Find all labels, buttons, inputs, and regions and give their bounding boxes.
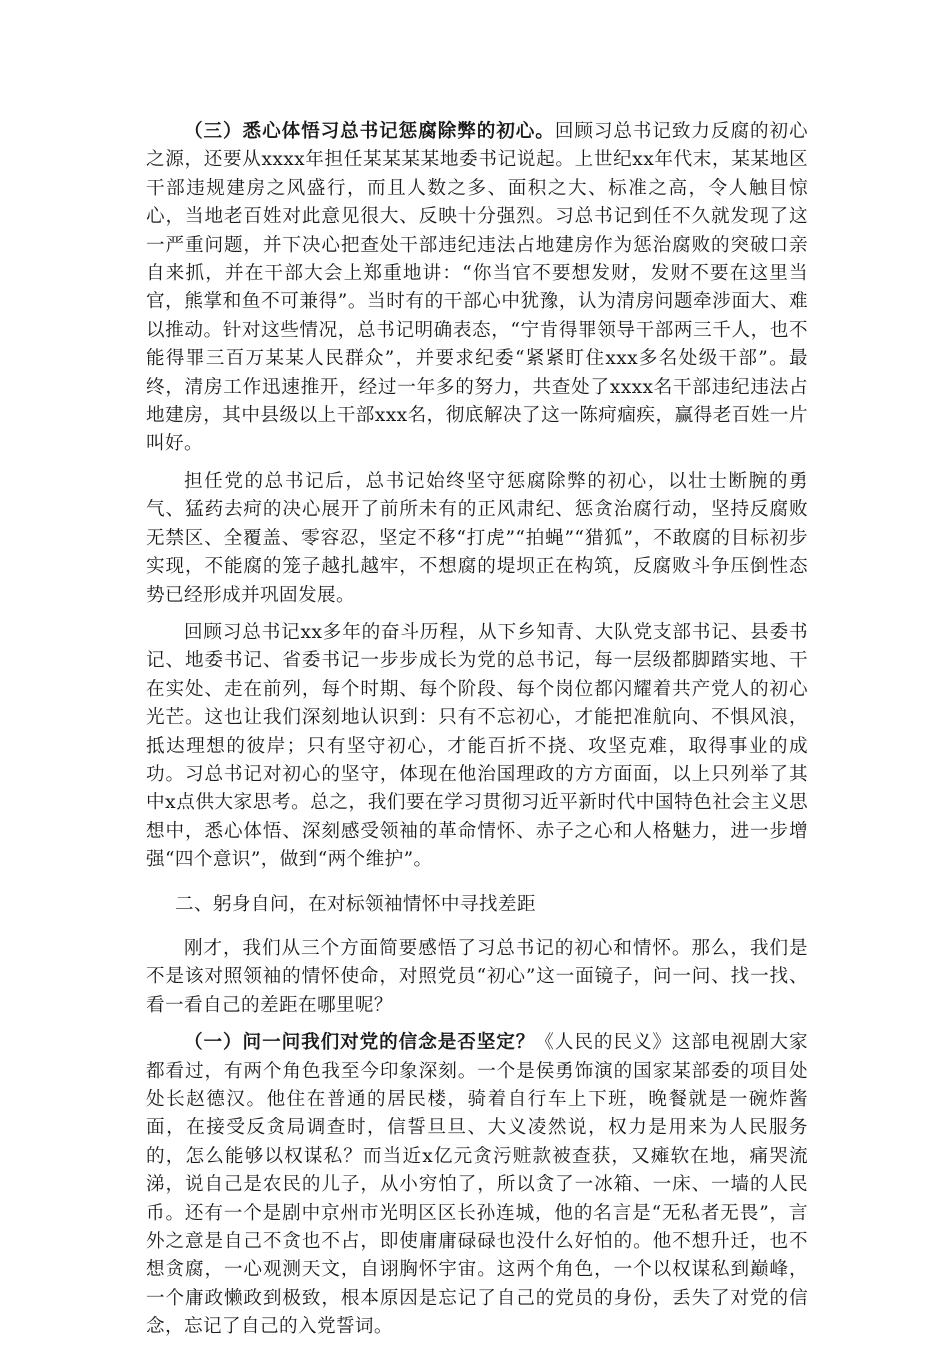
paragraph-1 [146, 118, 808, 459]
subheading-3: （三）悉心体悟习总书记惩腐除弊的初心。 [184, 121, 555, 142]
paragraph-5 [146, 1029, 808, 1341]
paragraph-1-body: 回顾习总书记致力反腐的初心之源，还要从xxxx年担任某某某某地委书记说起。上世纪xx年代末，某某地区干部违规建房之风盛行，而且人数之多、面积之大、标准之高，令人触目惊心，当地老百姓对此意见很大、反映十分强烈。习总书记到任不久就发现了这一严重问题，并下决心把查处干部违纪违法占地建房作为惩治腐败的突破口亲自来抓，并在干部大会上郑重地讲：“你当官不要想发财，发财不要在这里当官，熊掌和鱼不可兼得”。当时有的干部心中犹豫，认为清房问题牵涉面大、难以推动。针对这些情况，总书记明确表态，“宁肯得罪领导干部两三千人，也不能得罪三百万某某人民群众”，并要求纪委“紧紧盯住xxx多名处级干部”。最终，清房工作迅速推开，经过一年多的努力，共查处了xxxx名干部违纪违法占地建房，其中县级以上干部xxx名，彻底解决了这一陈疴痼疾，赢得老百姓一片叫好。 [146, 121, 808, 455]
subheading-1: （一）问一问我们对党的信念是否坚定？ [184, 1032, 536, 1054]
section-2-title: 二、躬身自问，在对标领袖情怀中寻找差距 [175, 893, 536, 915]
paragraph-4: 刚才，我们从三个方面简要感悟了习总书记的初心和情怀。那么，我们是不是该对照领袖的情怀使命，对照党员“初心”这一面镜子，问一问、找一找、看一看自己的差距在哪里呢？ [146, 937, 808, 1016]
paragraph-5-body: 《人民的民义》这部电视剧大家都看过，有两个角色我至今印象深刻。一个是侯勇饰演的国家某部委的项目处处长赵德汉。他住在普通的居民楼，骑着自行车上下班，晚餐就是一碗炸酱面，在接受反贪局调查时，信誓旦旦、大义凌然说，权力是用来为人民服务的，怎么能够以权谋私？而当近x亿元贪污赃款被查获，又瘫软在地，痛哭流涕，说自己是农民的儿子，从小穷怕了，所以贪了一冰箱、一床、一墙的人民币。还有一个是剧中京州市光明区区长孙连城，他的名言是“无私者无畏”，言外之意是自己不贪也不占，即使庸庸碌碌也没什么好怕的。他不想升迁，也不想贪腐，一心观测天文，自诩胸怀宇宙。这两个角色，一个以权谋私到巅峰，一个庸政懒政到极致，根本原因是忘记了自己的党员的身份，丢失了对党的信念，忘记了自己的入党誓词。 [146, 1032, 808, 1338]
paragraph-2: 担任党的总书记后，总书记始终坚守惩腐除弊的初心，以壮士断腕的勇气、猛药去疴的决心展开了前所未有的正风肃纪、惩贪治腐行动，坚持反腐败无禁区、全覆盖、零容忍，坚定不移“打虎”“拍蝇”“猎狐”，不敢腐的目标初步实现，不能腐的笼子越扎越牢，不想腐的堤坝正在构筑，反腐败斗争压倒性态势已经形成并巩固发展。 [146, 470, 808, 606]
paragraph-3: 回顾习总书记xx多年的奋斗历程，从下乡知青、大队党支部书记、县委书记、地委书记、省委书记一步步成长为党的总书记，每一层级都脚踏实地、干在实处、走在前列，每个时期、每个阶段、每个岗位都闪耀着共产党人的初心光芒。这也让我们深刻地认识到：只有不忘初心，才能把准航向、不惧风浪，抵达理想的彼岸；只有坚守初心，才能百折不挠、攻坚克难，取得事业的成功。习总书记对初心的坚守，体现在他治国理政的方方面面，以上只列举了其中x点供大家思考。总之，我们要在学习贯彻习近平新时代中国特色社会主义思想中，悉心体悟、深刻感受领袖的革命情怀、赤子之心和人格魅力，进一步增强“四个意识”，做到“两个维护”。 [146, 621, 808, 871]
document-page [146, 118, 808, 1351]
